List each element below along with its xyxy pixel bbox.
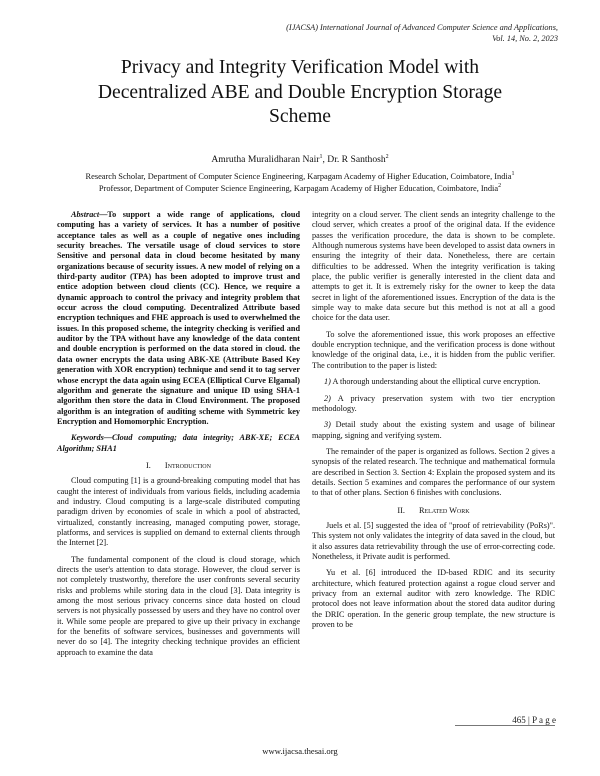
keywords-text: Cloud computing; data integrity; ABK-XE; ECEA Algorithm; SHA1 bbox=[57, 433, 300, 453]
author-2: Dr. R Santhosh bbox=[327, 154, 386, 166]
paragraph: To solve the aforementioned issue, this work proposes an effective double encryption technique, and the verification process is done without knowledge of the original data, i.e., it is hidden from the public verifier. The contribution to the paper is listed: bbox=[312, 329, 555, 370]
section-title: Introduction bbox=[164, 460, 211, 470]
author-1: Amrutha Muralidharan Nair bbox=[211, 154, 320, 166]
section-number: I. bbox=[146, 460, 151, 470]
paper-title bbox=[30, 56, 570, 130]
abstract-label: Abstract bbox=[71, 210, 100, 219]
section-title: Related Work bbox=[418, 505, 470, 515]
list-text: A privacy preservation system with two tier encryption methodology. bbox=[312, 393, 555, 413]
list-text: Detail study about the existing system and usage of bilinear mapping, signing and verifying system. bbox=[312, 420, 556, 440]
affiliation-2-text: Professor, Department of Computer Science Engineering, Karpagam Academy of Higher Education, Coimbatore, India bbox=[98, 183, 499, 193]
paragraph: Yu et al. [6] introduced the ID-based RDIC and its security architecture, which featured protection against a rogue cloud server and privacy from an external auditor with zero knowledge. The RDIC protocol does not leave information about the stored data auditor during the DRIC operation. In the generic group template, the new structure is proven to be bbox=[312, 568, 555, 630]
section-heading-related-work bbox=[312, 506, 555, 516]
section-heading-introduction bbox=[57, 461, 300, 471]
abstract-dash: — bbox=[99, 210, 108, 219]
author-1-mark: 1 bbox=[319, 154, 323, 160]
list-number: 1) bbox=[324, 377, 331, 387]
paragraph: integrity on a cloud server. The client sends an integrity challenge to the cloud server, which creates a proof of the original data. If the evidence passes the verification procedure, the data is shown to be complete. Although numerous systems have been developed to assist data owners in ensuring the integrity of their data. Nonetheless, there are certain difficulties to be addressed. When the integrity verification is taking place, the public verifier is generally interested in the client data and attempts to get it. It is extremely risky for the owner to keep the data secret in light of the aforementioned issues. Encryption of the data is the simple way to make data secure but this method is not at all a good choice for the data user. bbox=[312, 210, 555, 323]
journal-volume: Vol. 14, No. 2, 2023 bbox=[492, 34, 558, 43]
list-text: A thorough understanding about the elliptical curve encryption. bbox=[332, 377, 541, 387]
paragraph: The remainder of the paper is organized as follows. Section 2 gives a synopsis of the related research. The technique and mathematical formula are described in Section 3. Section 4: Explain the proposed system and its details. Section 5 examines and compares the performance of our system to that of other plans. Section 6 finishes with conclusions. bbox=[312, 446, 555, 498]
title-line-3: Scheme bbox=[268, 106, 332, 127]
paragraph: Juels et al. [5] suggested the idea of "proof of retrievability (PoRs)". This system not only validates the integrity of data saved in the cloud, but it also assures data retrievability through the use of error-correcting code. Nonetheless, it Private audit is performed. bbox=[312, 520, 555, 561]
paragraph: Cloud computing [1] is a ground-breaking computing model that has caught the interest of individuals from various fields, including academia and industry. Cloud computing is a large-scale distributed computing paradigm driven by economies of scale in which a pool of abstracted, virtualized, constantly increasing, managed computing power, storage, platforms, and services is supplied on demand to external clients through the Internet [2]. bbox=[57, 476, 300, 548]
affiliation-1-text: Research Scholar, Department of Computer Science Engineering, Karpagam Academy of Higher Education, Coimbatore, India bbox=[85, 171, 512, 181]
right-column bbox=[312, 210, 555, 636]
keywords bbox=[57, 433, 300, 454]
left-column bbox=[57, 210, 300, 664]
list-item bbox=[312, 377, 555, 387]
footer-url: www.ijacsa.thesai.org bbox=[262, 746, 338, 756]
abstract-text: To support a wide range of applications, cloud computing has a variety of services. It has a number of positive acceptance tales as well as a couple of negative ones including security breaches. The versatile usage of cloud services to store Sensitive and personal data in cloud become hesitated by many organizations because of security issues. A new model of relying on a third-party auditor (TPA) has been adopted to improve trust and entice adoption between cloud clients (CC). Hence, we require a dynamic approach to control the privacy and integrity problem that occur across the cloud computing. Decentralized Attribute based encryption techniques and FHE approach is used to overwhelmed the issues. In this proposed scheme, the integrity checking is verified and auditor by the TPA without have any knowledge of the data content and double encryption is performed on the data stored in cloud. the data owner encrypts the data using ABK-XE (Attribute Based Key generation with XOR encryption) technique and send it to tag server whose encrypt the data again using ECEA (Elliptical Curve Elgamal) algorithm and generate the signature and unique ID using SHA-1 algorithm then store the data in Cloud Environment. The proposed algorithm is an integration of auditing scheme with Symmetric key Encryption and Homomorphic Encryption. bbox=[57, 210, 300, 426]
journal-name: (IJACSA) International Journal of Advanced Computer Science and Applications, bbox=[286, 23, 558, 32]
list-item bbox=[312, 394, 555, 415]
keywords-label: Keywords bbox=[71, 433, 104, 443]
affiliation-1-mark: 1 bbox=[511, 171, 515, 177]
list-number: 3) bbox=[324, 420, 331, 430]
footer-rule bbox=[455, 725, 555, 726]
author-separator: , bbox=[322, 154, 328, 166]
section-number: II. bbox=[397, 505, 405, 515]
title-line-1: Privacy and Integrity Verification Model with bbox=[120, 57, 480, 78]
page-number: 465 | P a g e bbox=[512, 715, 556, 725]
author-list bbox=[30, 154, 570, 165]
affiliation-2-mark: 2 bbox=[498, 183, 502, 189]
title-line-2: Decentralized ABE and Double Encryption Storage bbox=[97, 81, 503, 103]
author-2-mark: 2 bbox=[385, 154, 389, 160]
abstract bbox=[57, 210, 300, 427]
list-number: 2) bbox=[324, 393, 331, 403]
running-header bbox=[286, 22, 558, 44]
paragraph: The fundamental component of the cloud is cloud storage, which directs the user's attention to data storage. However, the cloud server is not completely trustworthy, therefore the user confronts several security risks and problems while storing data in the cloud [3]. Data integrity is among the most serious privacy concerns since data hosted on cloud servers is not physically possessed by users and they have no control over it. While some people are prepared to give up their privacy in exchange for the benefits of software services, businesses and governments will never do so [4]. The integrity checking technique provides an efficient approach to examine the data bbox=[57, 554, 300, 657]
keywords-dash: — bbox=[103, 433, 112, 443]
affiliation-2 bbox=[30, 181, 570, 194]
affiliation-1 bbox=[30, 169, 570, 182]
list-item bbox=[312, 420, 555, 441]
